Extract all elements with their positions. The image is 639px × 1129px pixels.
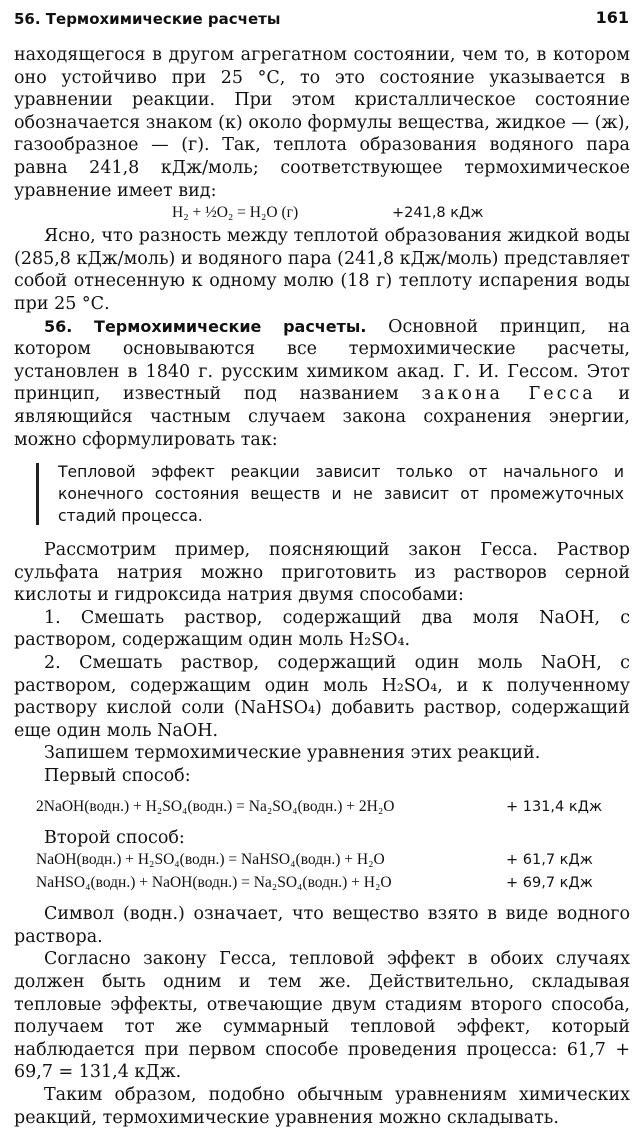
equation-lhs: 2NaOH(водн.) + H₂SO₄(водн.) = Na₂SO₄(водн.) + 2H₂O xyxy=(36,797,395,815)
paragraph: находящегося в другом агрегатном состоянии, чем то, в котором оно устойчиво при 25 °С, то это состояние указывается в уравнении реакции. При этом кристаллическое состояние обозначается знаком (к) около формулы вещества, жидкое — (ж), газообразное — (г). Так, теплота образования водяного пара равна 241,8 кДж/моль; соответствующее термохимическое уравнение имеет вид: xyxy=(14,45,630,201)
equation-water-vapor xyxy=(14,202,630,225)
list-item: 1. Смешать раствор, содержащий два моля NaOH, с раствором, содержащим один моль H₂SO₄. xyxy=(14,607,630,651)
equation-method-2-step-2 xyxy=(14,872,630,895)
equation-lhs: NaOH(водн.) + H₂SO₄(водн.) = NaHSO₄(водн.) + H₂O xyxy=(36,851,385,869)
running-header xyxy=(14,8,629,34)
section-text: и являющийся частным случаем закона сохранения энергии, можно сформулировать так: xyxy=(14,384,631,450)
paragraph: Таким образом, подобно обычным уравнениям химических реакций, термохимические уравнения можно складывать. xyxy=(14,1084,630,1128)
section-title: 56. Термохимические расчеты xyxy=(14,10,281,28)
page-number: 161 xyxy=(595,8,629,27)
method-label: Первый способ: xyxy=(44,766,191,787)
paragraph: Символ (водн.) означает, что вещество взято в виде водного раствора. xyxy=(14,904,630,947)
spaced-term: закона Гесса xyxy=(421,384,596,405)
page-body xyxy=(14,44,630,1129)
section-paragraph xyxy=(14,316,630,452)
equation-rhs: + 69,7 кДж xyxy=(506,875,593,892)
paragraph: Запишем термохимические уравнения этих реакций. xyxy=(44,743,541,764)
equation-lhs: H₂ + ½O₂ = H₂O (г) xyxy=(172,204,299,222)
paragraph: Ясно, что разность между теплотой образования жидкой воды (285,8 кДж/моль) и водяного пара (241,8 кДж/моль) представляет собой отнесенную к одному молю (18 г) теплоту испарения воды при 25 °С. xyxy=(14,226,630,314)
hess-law-statement xyxy=(14,461,630,527)
equation-method-1 xyxy=(14,796,630,819)
rule-text: Тепловой эффект реакции зависит только от начального и конечного состояния веществ и не зависит от промежуточных стадий процесса. xyxy=(58,463,624,526)
equation-rhs: + 131,4 кДж xyxy=(506,798,603,815)
rule-bar xyxy=(36,463,39,525)
equation-lhs: NaHSO₄(водн.) + NaOH(водн.) = Na₂SO₄(водн.) + H₂O xyxy=(36,874,392,892)
section-heading: 56. Термохимические расчеты. xyxy=(44,316,367,336)
list-item: 2. Смешать раствор, содержащий один моль NaOH, с раствором, содержащим один моль H₂SO₄, и к полученному раствору кислой соли (NaHSO₄) добавить раствор, содержащий еще один моль NaOH. xyxy=(14,653,630,741)
equation-method-2-step-1 xyxy=(14,849,630,872)
paragraph: Рассмотрим пример, поясняющий закон Гесса. Раствор сульфата натрия можно приготовить из растворов серной кислоты и гидроксида натрия двумя способами: xyxy=(14,540,630,606)
section-text: Основной принцип, на котором основываются все термохимические расчеты, установлен в 1840 г. русским химиком акад. Г. И. Гессом. Этот принцип, известный под названием xyxy=(14,316,631,405)
equation-rhs: +241,8 кДж xyxy=(392,205,484,222)
method-label: Второй способ: xyxy=(44,827,185,848)
paragraph: Согласно закону Гесса, тепловой эффект в обоих случаях должен быть одним и тем же. Действительно, складывая тепловые эффекты, отвечающие двум стадиям второго способа, получаем тот же суммарный тепловой эффект, который наблюдается при первом способе проведения процесса: 61,7 + 69,7 = 131,4 кДж. xyxy=(14,949,630,1083)
equation-rhs: + 61,7 кДж xyxy=(506,852,593,869)
